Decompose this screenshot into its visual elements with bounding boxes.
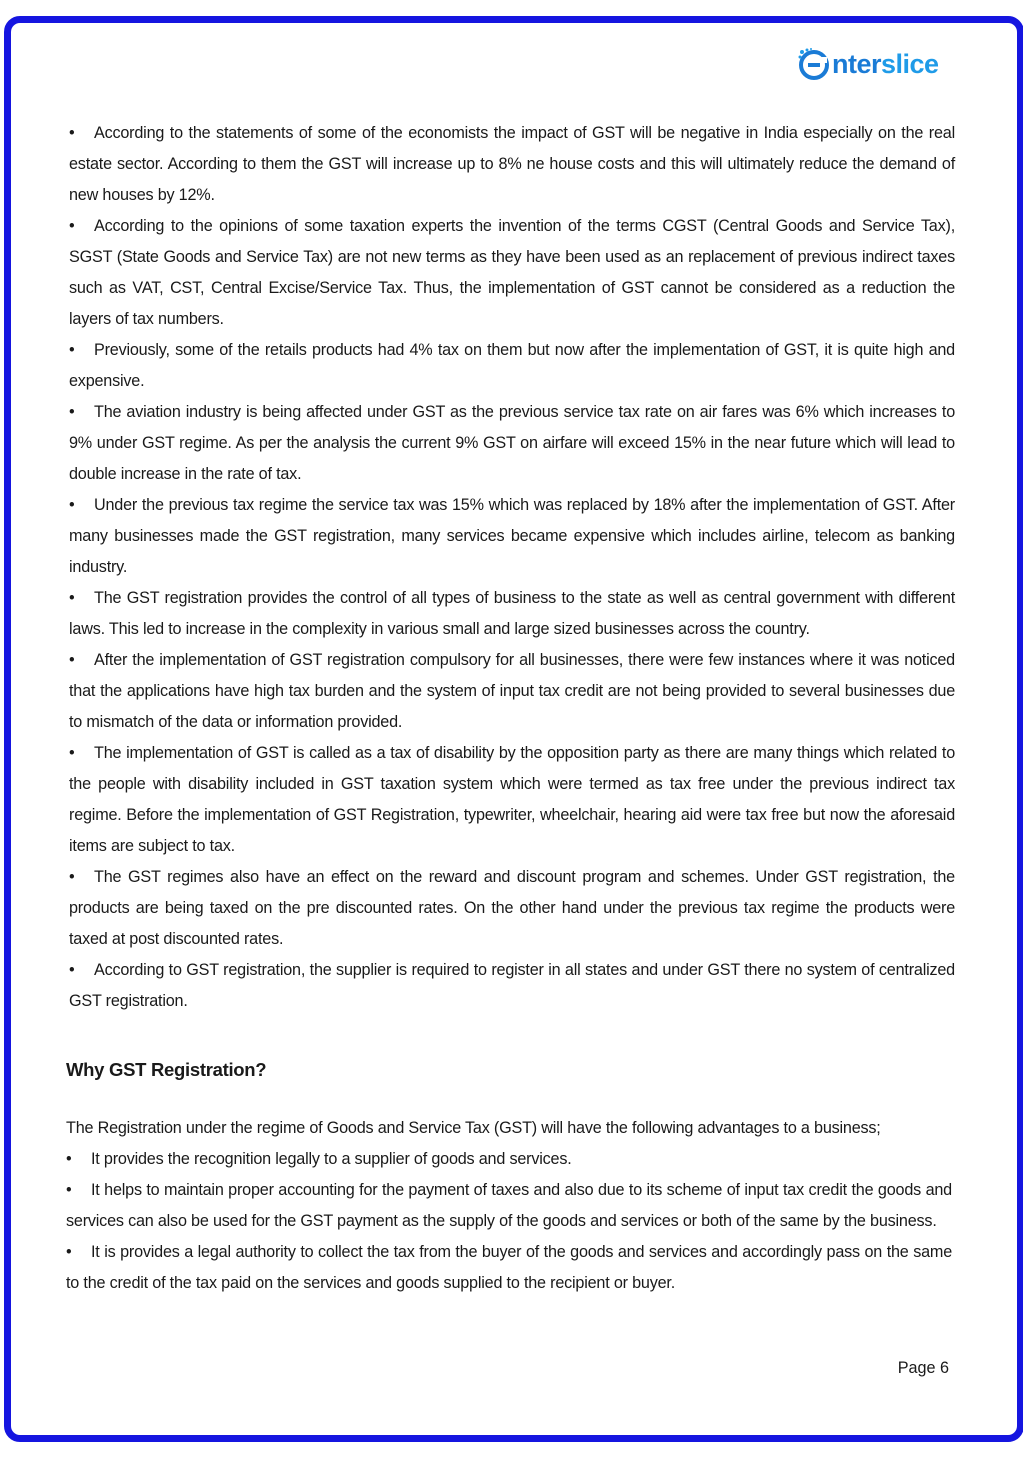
list-item — [69, 862, 955, 955]
bullet-marker: • — [66, 1243, 72, 1261]
section-intro: The Registration under the regime of Goods and Service Tax (GST) will have the following advantages to a business; — [66, 1119, 881, 1137]
list-item — [69, 738, 955, 862]
list-item-text: According to GST registration, the supplier is required to register in all states and under GST there no system of centralized GST registration. — [69, 961, 955, 1010]
list-item-text: According to the statements of some of the economists the impact of GST will be negative in India especially on the real estate sector. According to them the GST will increase up to 8% ne house costs and this will ultimately reduce the demand of new houses by 12%. — [69, 124, 955, 204]
list-item-text: The implementation of GST is called as a tax of disability by the opposition party as there are many things which related to the people with disability included in GST taxation system which were termed as tax free under the previous indirect tax regime. Before the implementation of GST Registration, typewriter, wheelchair, hearing aid were tax free but now the aforesaid items are subject to tax. — [69, 744, 955, 855]
list-item — [69, 583, 955, 645]
list-item-text: The GST regimes also have an effect on the reward and discount program and schemes. Under GST registration, the products are being taxed on the pre discounted rates. On the other hand under the previous tax regime the products were taxed at post discounted rates. — [69, 868, 955, 948]
list-item — [69, 335, 955, 397]
bullet-marker: • — [66, 1181, 72, 1199]
list-item-text: According to the opinions of some taxation experts the invention of the terms CGST (Central Goods and Service Tax), SGST (State Goods and Service Tax) are not new terms as they have been used as an replacement of previous indirect taxes such as VAT, CST, Central Excise/Service Tax. Thus, the implementation of GST cannot be considered as a reduction the layers of tax numbers. — [69, 217, 955, 328]
bullet-list-top — [69, 118, 955, 1017]
logo-e-icon — [797, 47, 831, 81]
bullet-marker: • — [69, 217, 75, 235]
bullet-marker: • — [69, 341, 75, 359]
list-item-text: After the implementation of GST registration compulsory for all businesses, there were few instances where it was noticed that the applications have high tax burden and the system of input tax credit are not being provided to several businesses due to mismatch of the data or information provided. — [69, 651, 955, 731]
list-item — [66, 1237, 952, 1299]
list-item-text: It helps to maintain proper accounting for the payment of taxes and also due to its scheme of input tax credit the goods and services can also be used for the GST payment as the supply of the goods and services or both of the same by the business. — [66, 1181, 952, 1230]
why-gst-section — [66, 1054, 952, 1299]
list-item — [69, 490, 955, 583]
bullet-marker: • — [69, 868, 75, 886]
bullet-marker: • — [69, 124, 75, 142]
list-item-text: Previously, some of the retails products had 4% tax on them but now after the implementation of GST, it is quite high and expensive. — [69, 341, 955, 390]
list-item-text: It provides the recognition legally to a supplier of goods and services. — [91, 1150, 572, 1168]
section-heading: Why GST Registration? — [66, 1059, 267, 1080]
list-item — [69, 397, 955, 490]
bullet-marker: • — [69, 744, 75, 762]
list-item — [66, 1175, 952, 1237]
bullet-marker: • — [69, 496, 75, 514]
list-item-text: The aviation industry is being affected under GST as the previous service tax rate on air fares was 6% which increases to 9% under GST regime. As per the analysis the current 9% GST on airfare will exceed 15% in the near future which will lead to double increase in the rate of tax. — [69, 403, 955, 483]
list-item — [69, 955, 955, 1017]
list-item — [69, 645, 955, 738]
bullet-marker: • — [69, 651, 75, 669]
logo-text-prefix: nter — [832, 48, 882, 79]
bullet-marker: • — [69, 403, 75, 421]
list-item — [69, 211, 955, 335]
bullet-marker: • — [69, 961, 75, 979]
logo-text-suffix: slice — [881, 48, 939, 79]
list-item — [66, 1144, 952, 1175]
bullet-marker: • — [66, 1150, 72, 1168]
enterslice-logo — [797, 44, 939, 84]
page-number: Page 6 — [897, 1359, 949, 1377]
list-item-text: The GST registration provides the control of all types of business to the state as well as central government with different laws. This led to increase in the complexity in various small and large sized businesses across the country. — [69, 589, 955, 638]
logo-text — [832, 48, 939, 79]
list-item-text: Under the previous tax regime the service tax was 15% which was replaced by 18% after the implementation of GST. After many businesses made the GST registration, many services became expensive which includes airline, telecom as banking industry. — [69, 496, 955, 576]
bullet-marker: • — [69, 589, 75, 607]
list-item — [69, 118, 955, 211]
list-item-text: It is provides a legal authority to collect the tax from the buyer of the goods and services and accordingly pass on the same to the credit of the tax paid on the services and goods supplied to the recipient or buyer. — [66, 1243, 952, 1292]
